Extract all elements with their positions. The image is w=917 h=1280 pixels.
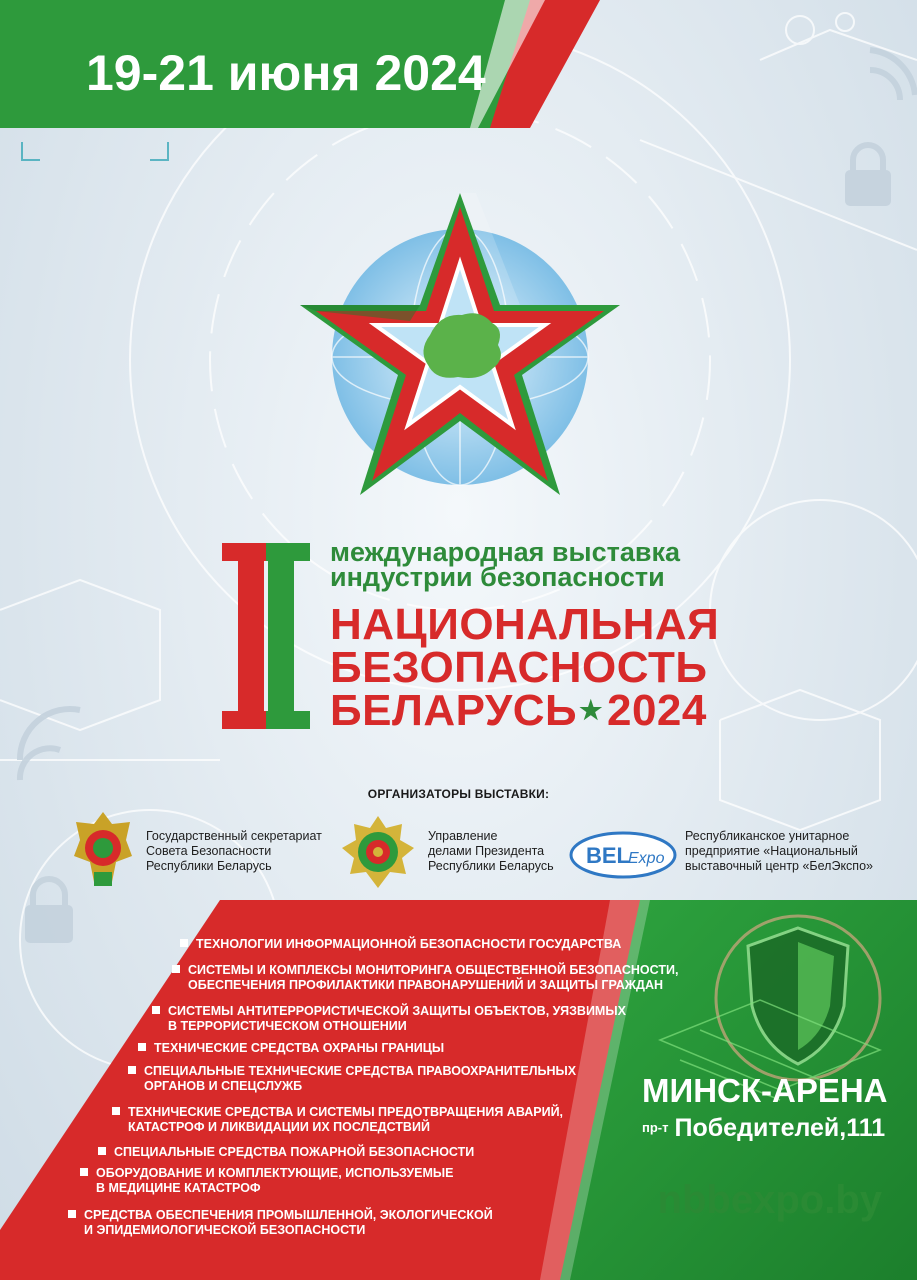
organizer-1-line-1: Государственный секретариат	[146, 829, 322, 843]
organizer-2	[428, 829, 554, 874]
security-council-emblem-icon	[72, 810, 134, 890]
organizer-1	[146, 829, 322, 874]
topic-item: ТЕХНИЧЕСКИЕ СРЕДСТВА И СИСТЕМЫ ПРЕДОТВРАЩЕНИЯ АВАРИЙ, КАТАСТРОФ И ЛИКВИДАЦИИ ИХ ПОСЛЕДСТВИЙ	[112, 1105, 563, 1135]
topic-item: ОБОРУДОВАНИЕ И КОМПЛЕКТУЮЩИЕ, ИСПОЛЬЗУЕМЫЕ В МЕДИЦИНЕ КАТАСТРОФ	[80, 1166, 454, 1196]
presidential-affairs-emblem-icon	[340, 814, 416, 890]
topic-item: СИСТЕМЫ И КОМПЛЕКСЫ МОНИТОРИНГА ОБЩЕСТВЕННОЙ БЕЗОПАСНОСТИ, ОБЕСПЕЧЕНИЯ ПРОФИЛАКТИКИ ПРАВОНАРУШЕНИЙ И ЗАЩИТЫ ГРАЖДАН	[172, 963, 678, 993]
venue-block	[642, 1072, 888, 1143]
website-link[interactable]: nbbexpo.by	[657, 1178, 882, 1222]
subtitle-line-2: индустрии безопасности	[330, 562, 665, 592]
bullet-square-icon	[98, 1147, 106, 1155]
organizer-2-line-1: Управление	[428, 829, 498, 843]
svg-text:BEL: BEL	[586, 843, 630, 868]
organizer-2-line-2: делами Президента	[428, 844, 545, 858]
organizer-3-line-1: Республиканское унитарное	[685, 829, 850, 843]
subtitle-line-1: международная выставка	[330, 537, 680, 567]
organizer-1-line-3: Республики Беларусь	[146, 859, 272, 873]
topic-item: СПЕЦИАЛЬНЫЕ СРЕДСТВА ПОЖАРНОЙ БЕЗОПАСНОСТИ	[98, 1145, 474, 1160]
topic-item: СПЕЦИАЛЬНЫЕ ТЕХНИЧЕСКИЕ СРЕДСТВА ПРАВООХРАНИТЕЛЬНЫХ ОРГАНОВ И СПЕЦСЛУЖБ	[128, 1064, 576, 1094]
title-country: БЕЛАРУСЬ	[330, 686, 578, 735]
bullet-square-icon	[128, 1066, 136, 1074]
title-line-3	[330, 686, 719, 738]
address-street: Победителей,111	[674, 1114, 886, 1142]
organizer-1-line-2: Совета Безопасности	[146, 844, 272, 858]
bullet-square-icon	[80, 1168, 88, 1176]
title-line-2: БЕЗОПАСНОСТЬ	[330, 643, 708, 692]
title-line-1: НАЦИОНАЛЬНАЯ	[330, 600, 720, 649]
organizers-heading: ОРГАНИЗАТОРЫ ВЫСТАВКИ:	[367, 787, 550, 801]
roman-numeral-ii-icon	[222, 543, 310, 729]
organizer-3-line-2: предприятие «Национальный	[685, 844, 858, 858]
organizer-3	[685, 829, 873, 874]
svg-text:Expo: Expo	[628, 850, 665, 867]
venue-address	[642, 1114, 886, 1143]
bullet-square-icon	[180, 939, 188, 947]
exhibition-star-logo	[290, 185, 630, 515]
exhibition-title	[330, 600, 720, 738]
event-date: 19-21 июня 2024	[86, 45, 486, 101]
address-prefix: пр-т	[642, 1120, 669, 1135]
exhibition-subtitle	[330, 537, 680, 592]
bullet-square-icon	[152, 1006, 160, 1014]
topic-item: ТЕХНОЛОГИИ ИНФОРМАЦИОННОЙ БЕЗОПАСНОСТИ ГОСУДАРСТВА	[180, 937, 621, 952]
topic-item: СРЕДСТВА ОБЕСПЕЧЕНИЯ ПРОМЫШЛЕННОЙ, ЭКОЛОГИЧЕСКОЙ И ЭПИДЕМИОЛОГИЧЕСКОЙ БЕЗОПАСНОСТИ	[68, 1208, 493, 1238]
venue-name: МИНСК-АРЕНА	[642, 1072, 888, 1109]
bullet-square-icon	[172, 965, 180, 973]
star-icon: ★	[579, 695, 603, 725]
topic-item: СИСТЕМЫ АНТИТЕРРОРИСТИЧЕСКОЙ ЗАЩИТЫ ОБЪЕКТОВ, УЯЗВИМЫХ В ТЕРРОРИСТИЧЕСКОМ ОТНОШЕНИИ	[152, 1004, 626, 1034]
belexpo-logo	[568, 830, 678, 880]
bullet-square-icon	[138, 1043, 146, 1051]
organizer-3-line-3: выставочный центр «БелЭкспо»	[685, 859, 873, 873]
bullet-square-icon	[112, 1107, 120, 1115]
topic-item: ТЕХНИЧЕСКИЕ СРЕДСТВА ОХРАНЫ ГРАНИЦЫ	[138, 1041, 444, 1056]
title-year: 2024	[606, 686, 707, 735]
bullet-square-icon	[68, 1210, 76, 1218]
organizer-2-line-3: Республики Беларусь	[428, 859, 554, 873]
